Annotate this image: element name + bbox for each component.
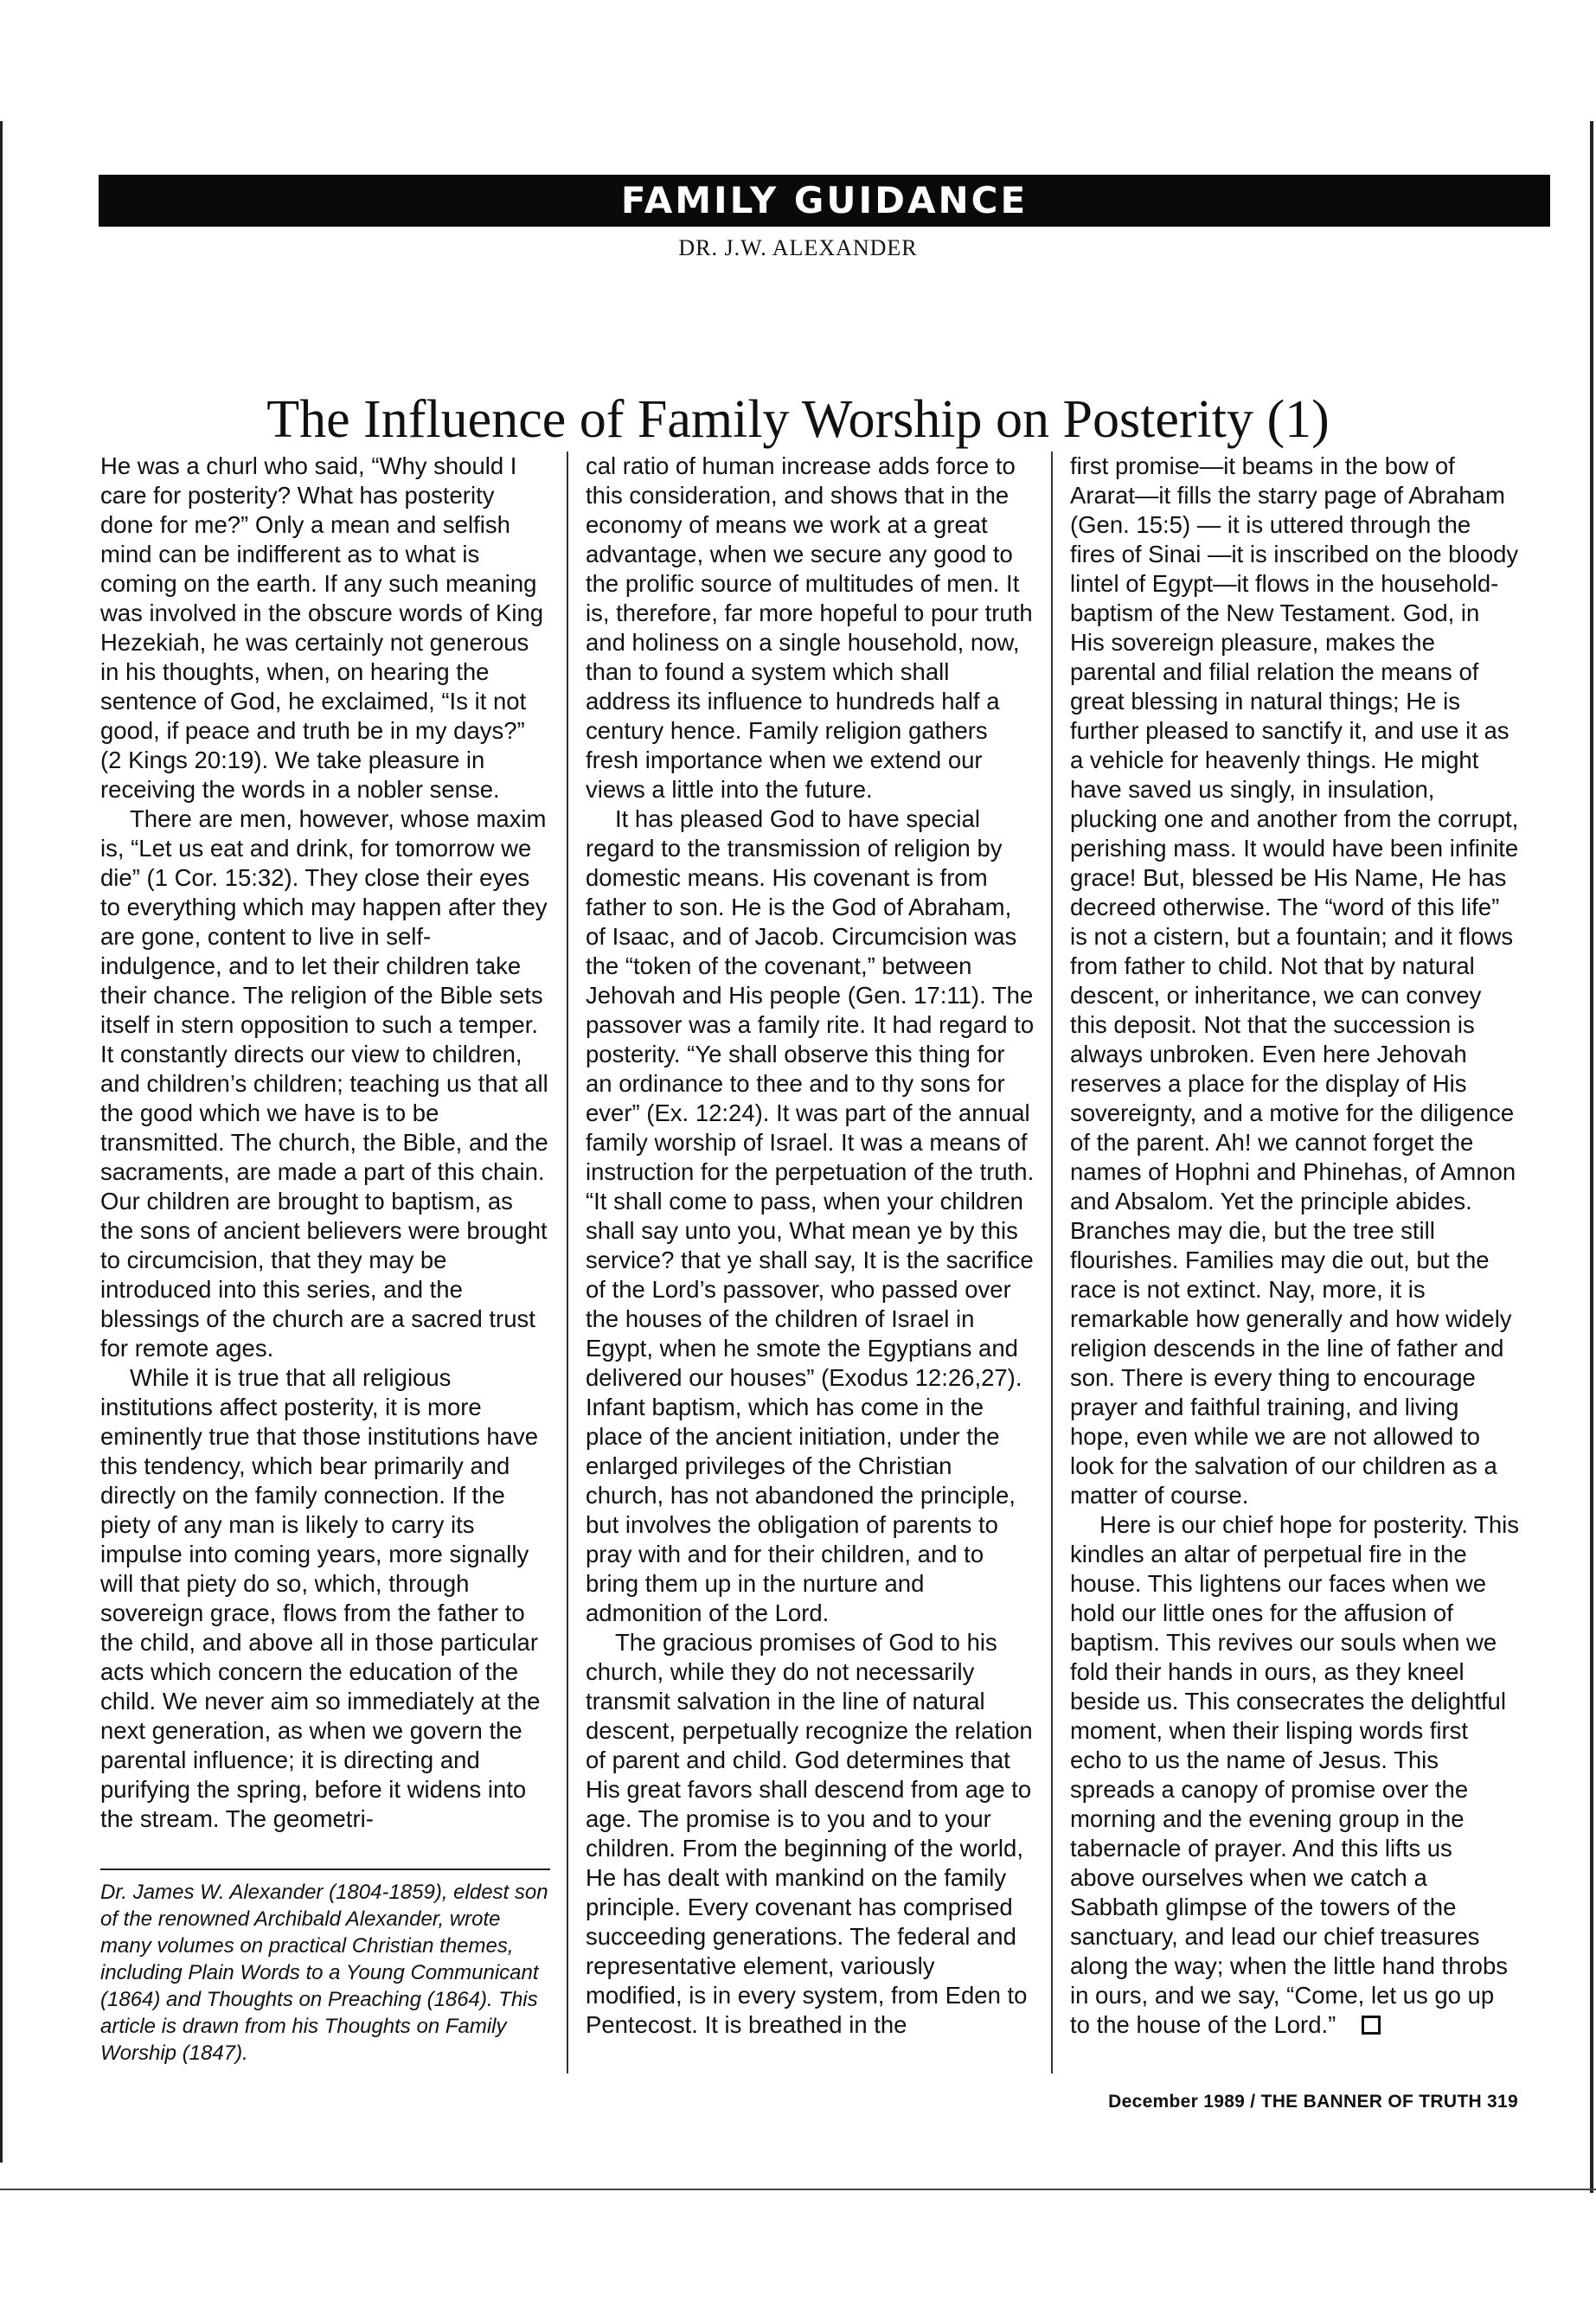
page-footer: December 1989 / THE BANNER OF TRUTH 319 <box>1108 2092 1518 2112</box>
paragraph-text: Here is our chief hope for posterity. This kindles an altar of perpetual fire in the house. This lightens our faces when we hold our little ones for the affusion of baptism. This revives our souls when we fold their hands in ours, as they kneel beside us. This consecrates the delightful moment, when their lisping words first echo to us the name of Jesus. This spreads a canopy of promise over the morning and the evening group in the tabernacle of prayer. And this lifts us above ourselves when we catch a Sabbath glimpse of the towers of the sanctuary, and lead our chief treasures along the way; when the little hand throbs in ours, and we say, “Come, let us go up to the house of the Lord.” <box>1070 1511 1520 2038</box>
page-edge-bottom <box>0 2189 1596 2190</box>
column-divider <box>567 452 568 2073</box>
paragraph: There are men, however, whose maxim is, “Let us eat and drink, for tomorrow we die” (1 Cor. 15:32). They close their eyes to everything which may happen after they are gone, content to live in self-indulgence, and to let their children take their chance. The religion of the Bible sets itself in stern opposition to such a temper. It constantly directs our view to children, and children’s children; teaching us that all the good which we have is to be transmitted. The church, the Bible, and the sacraments, are made a part of this chain. Our children are brought to baptism, as the sons of ancient believers were brought to circumcision, that they may be introduced into this series, and the blessings of the church are a sacred trust for remote ages. <box>100 805 548 1362</box>
section-header: FAMILY GUIDANCE <box>99 175 1550 227</box>
footnote-divider <box>100 1868 550 1870</box>
paragraph-final <box>1070 1510 1520 2040</box>
paragraph: While it is true that all religious institutions affect posterity, it is more eminently true that those institutions have this tendency, which bear primarily and directly on the family connection. If the piety of any man is likely to carry its impulse into coming years, more signally will that piety do so, which, through sovereign grace, flows from the father to the child, and above all in those particular acts which concern the education of the child. We never aim so immediately at the next generation, as when we govern the parental influence; it is directing and purifying the spring, before it widens into the stream. The geometri- <box>100 1364 541 1832</box>
author-byline: DR. J.W. ALEXANDER <box>678 235 918 260</box>
paragraph: It has pleased God to have special regard to the transmission of religion by domestic means. His covenant is from father to son. He is the God of Abraham, of Isaac, and of Jacob. Circumcision was the “token of the covenant,” between Jehovah and His people (Gen. 17:11). The passover was a family rite. It had regard to posterity. “Ye shall observe this thing for an ordinance to thee and to thy sons for ever” (Ex. 12:24). It was part of the annual family worship of Israel. It was a means of instruction for the perpetuation of the truth. “It shall come to pass, when your children shall say unto you, What mean ye by this service? that ye shall say, It is the sacrifice of the Lord’s passover, who passed over the houses of the children of Israel in Egypt, when he smote the Egyptians and delivered our houses” (Exodus 12:26,27). Infant baptism, which has come in the place of the ancient initiation, under the enlarged privileges of the Christian church, has not abandoned the principle, but involves the obligation of parents to pray with and for their children, and to bring them up in the nurture and admonition of the Lord. <box>586 805 1035 1626</box>
paragraph: He was a churl who said, “Why should I care for posterity? What has posterity done for me?” Only a mean and selfish mind can be indifferent as to what is coming on the earth. If any such meaning was involved in the obscure words of King Hezekiah, he was certainly not generous in his thoughts, when, on hearing the sentence of God, he exclaimed, “Is it not good, if peace and truth be in my days?” (2 Kings 20:19). We take pleasure in receiving the words in a nobler sense. <box>100 452 544 803</box>
column-divider <box>1051 452 1053 2073</box>
end-of-article-icon <box>1362 2016 1381 2035</box>
paragraph: cal ratio of human increase adds force to this consideration, and shows that in the economy of means we work at a great advantage, when we secure any good to the prolific source of multitudes of men. It is, therefore, far more hopeful to pour truth and holiness on a single household, now, than to found a system which shall address its influence to hundreds half a century hence. Family religion gathers fresh importance when we extend our views a little into the future. <box>586 452 1033 803</box>
article-title: The Influence of Family Worship on Posterity (1) <box>266 390 1330 449</box>
paragraph: The gracious promises of God to his church, while they do not necessarily transmit salvation in the line of natural descent, perpetually recognize the relation of parent and child. God determines that His great favors shall descend from age to age. The promise is to you and to your children. From the beginning of the world, He has dealt with mankind on the family principle. Every covenant has comprised succeeding generations. The federal and representative element, variously modified, is in every system, from Eden to Pentecost. It is breathed in the <box>586 1629 1033 2038</box>
column-1 <box>100 452 550 1834</box>
column-3 <box>1070 452 1520 2040</box>
author-footnote: Dr. James W. Alexander (1804-1859), eldest son of the renowned Archibald Alexander, wrote many volumes on practical Christian themes, including Plain Words to a Young Communicant (1864) and Thoughts on Preaching (1864). This article is drawn from his Thoughts on Family Worship (1847). <box>100 1881 548 2065</box>
column-2 <box>586 452 1035 2040</box>
paragraph: first promise—it beams in the bow of Ararat—it fills the starry page of Abraham (Gen. 15:5) — it is uttered through the fires of Sinai —it is inscribed on the bloody lintel of Egypt—it flows in the household-baptism of the New Testament. God, in His sovereign pleasure, makes the parental and filial relation the means of great blessing in natural things; He is further pleased to sanctify it, and use it as a vehicle for heavenly things. He might have saved us singly, in insulation, plucking one and another from the corrupt, perishing mass. It would have been infinite grace! But, blessed be His Name, He has decreed otherwise. The “word of this life” is not a cistern, but a fountain; and it flows from father to child. Not that by natural descent, or inheritance, we can convey this deposit. Not that the succession is always unbroken. Even here Jehovah reserves a place for the display of His sovereignty, and a motive for the diligence of the parent. Ah! we cannot forget the names of Hophni and Phinehas, of Amnon and Absalom. Yet the principle abides. Branches may die, but the tree still flourishes. Families may die out, but the race is not extinct. Nay, more, it is remarkable how generally and how widely religion descends in the line of father and son. There is every thing to encourage prayer and faithful training, and living hope, even while we are not allowed to look for the salvation of our children as a matter of course. <box>1070 452 1519 1509</box>
